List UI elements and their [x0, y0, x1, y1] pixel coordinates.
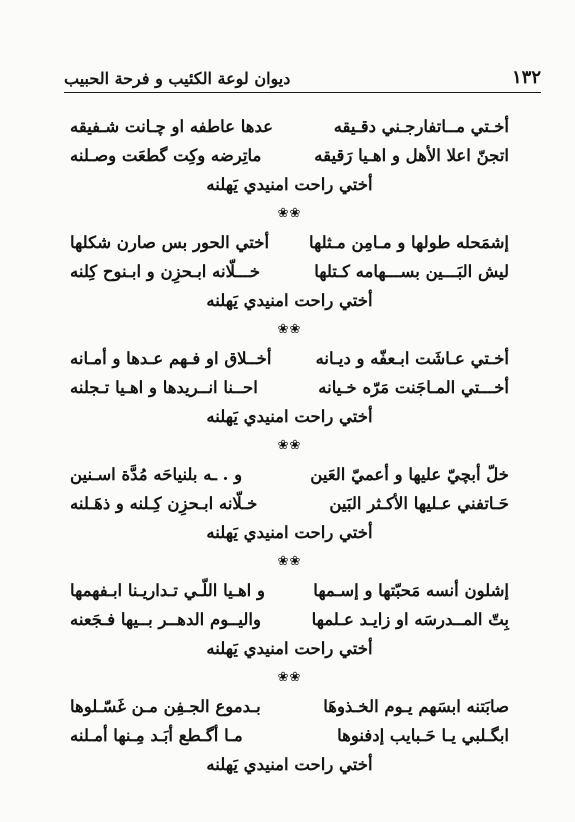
second-hemistich: أخــلاق او فـهم عـدها و أمـانه [70, 349, 272, 368]
stanza-divider-ornament: ❀❀ [277, 670, 302, 685]
stanza [70, 460, 509, 548]
book-title: ديوان لوعة الكئيب و فرحة الحبيب [64, 69, 291, 88]
stanza-divider-ornament: ❀❀ [277, 554, 302, 569]
verse-line [70, 721, 509, 750]
refrain-line: أختي راحت امنيدي يَهلنه [206, 639, 373, 658]
refrain-line: أختي راحت امنيدي يَهلنه [206, 291, 373, 310]
stanza-divider-ornament: ❀❀ [277, 206, 302, 221]
second-hemistich: احــنا انــريدها و اهـيا تـجلنه [70, 378, 258, 397]
verse-line [70, 141, 509, 170]
first-hemistich: أخـتي عـاشَت ابـعفّه و ديـانه [315, 349, 509, 368]
second-hemistich: خـــلّانه ابـحزِن و ابـنوح كِلنه [70, 262, 261, 281]
second-hemistich: و . ـه بلنياحَه مُدَّة اسـنين [70, 465, 243, 484]
first-hemistich: صابَتنه ابسَهم يـوم الخـذوهَا [323, 697, 509, 716]
verse-line [70, 228, 509, 257]
second-hemistich: و اهـيا اللّـي تـداريـنا ابـفهمها [70, 581, 265, 600]
verse-line [70, 605, 509, 634]
stanza [70, 228, 509, 316]
verse-line [70, 257, 509, 286]
refrain-line: أختي راحت امنيدي يَهلنه [206, 175, 373, 194]
second-hemistich: عدها عاطفه او چـانت شـفيقه [70, 117, 273, 136]
page-number: ١٣٢ [511, 67, 541, 88]
stanza-divider-ornament: ❀❀ [277, 322, 302, 337]
stanza [70, 576, 509, 664]
second-hemistich: مـا أگـطع أبَـد مِـنها أمـلنه [70, 726, 243, 745]
first-hemistich: أخـــتي المـاجَنت مَرّه خـيانه [318, 378, 509, 397]
refrain-line: أختي راحت امنيدي يَهلنه [206, 523, 373, 542]
stanza [70, 112, 509, 200]
first-hemistich: إشلون أنسه مَحبّتها و إسـمها [313, 581, 509, 600]
verse-line [70, 460, 509, 489]
second-hemistich: واليــوم الدهــر بــيها فـجَعنه [70, 610, 261, 629]
second-hemistich: ماتِرضه وكِت گطعَت وصـلنه [70, 146, 262, 165]
first-hemistich: إشمَحله طولها و مـامِن مـثلها [308, 233, 509, 252]
first-hemistich: أخـتي مــاتفارجـني دقـيقه [333, 117, 509, 136]
refrain-line: أختي راحت امنيدي يَهلنه [206, 407, 373, 426]
verse-line [70, 344, 509, 373]
first-hemistich: حَـاتفني عـليها الأكـثر البَين [329, 494, 509, 513]
refrain-line: أختي راحت امنيدي يَهلنه [206, 755, 373, 774]
second-hemistich: خـلّانه ابـحزِن كِـلنه و ذهَـلنه [70, 494, 258, 513]
verse-line [70, 373, 509, 402]
verse-line [70, 112, 509, 141]
second-hemistich: بـدموع الجـفِن مـن غَسّـلوها [70, 697, 261, 716]
first-hemistich: ابگـلبي يـا حَـبايب إدفنوها [337, 726, 509, 745]
second-hemistich: أختي الحور بس صارن شكلها [70, 233, 270, 252]
stanza [70, 344, 509, 432]
first-hemistich: ليش البَـــين بســـهامه كـتلها [314, 262, 509, 281]
poem-body [70, 112, 509, 780]
stanza [70, 692, 509, 780]
stanza-divider-ornament: ❀❀ [277, 438, 302, 453]
first-hemistich: خلّ أبچيّ عليها و أعميّ العَين [310, 465, 509, 484]
first-hemistich: بِتّ المــدرسَه او زايـد عـلمها [311, 610, 509, 629]
verse-line [70, 489, 509, 518]
verse-line [70, 692, 509, 721]
first-hemistich: اتجنّ اعلا الأهل و اهـيا رَقيقه [314, 146, 509, 165]
running-header [64, 62, 541, 93]
verse-line [70, 576, 509, 605]
